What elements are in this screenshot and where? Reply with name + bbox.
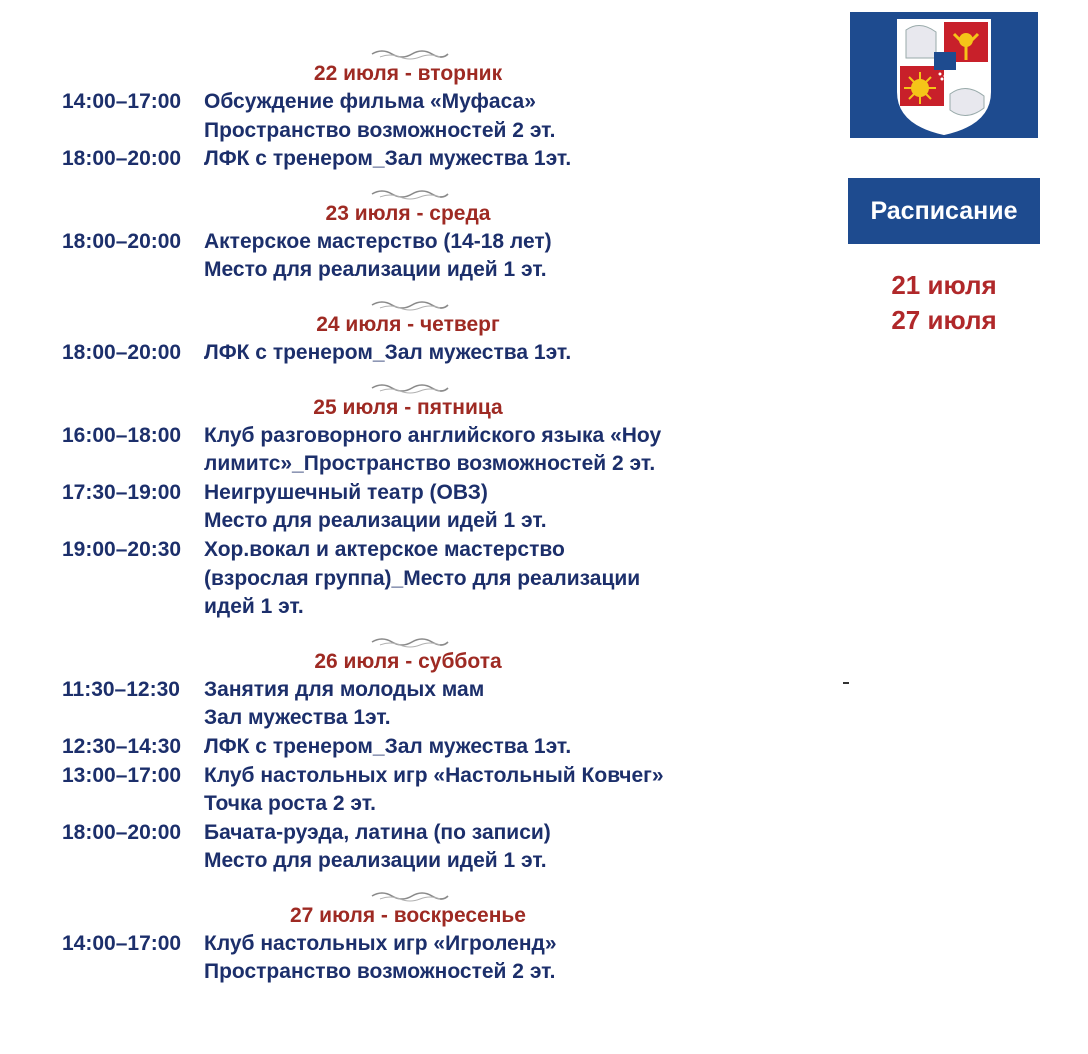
date-from: 21 июля [891,270,997,300]
wave-divider-icon [370,634,450,648]
event-row [62,762,782,819]
event-row [62,676,782,733]
date-range [848,268,1040,338]
event-time: 18:00–20:00 [62,340,182,364]
wave-divider-icon [370,888,450,902]
event-row [62,422,782,479]
wave-divider-icon [370,46,450,60]
event-desc: Клуб разговорного английского языка «Ноу лимитс»_Пространство возможностей 2 эт. [204,423,662,476]
day-block [62,46,782,174]
date-to: 27 июля [891,305,997,335]
event-time: 18:00–20:00 [62,820,182,844]
day-block [62,186,782,285]
event-desc: ЛФК с тренером_Зал мужества 1эт. [204,734,572,758]
event-time: 11:30–12:30 [62,677,180,701]
event-time: 19:00–20:30 [62,537,182,561]
day-title: 27 июля - воскресенье [289,903,526,927]
event-row [62,145,782,174]
day-title: 23 июля - среда [325,201,491,225]
day-block [62,380,782,622]
event-desc: Клуб настольных игр «Игроленд» Пространство возможностей 2 эт. [204,931,557,984]
event-time: 18:00–20:00 [62,229,182,253]
day-title: 22 июля - вторник [313,62,503,85]
wave-divider-icon [370,297,450,311]
event-time: 13:00–17:00 [62,763,182,787]
day-block [62,297,782,368]
day-title: 24 июля - четверг [316,312,500,336]
event-row [62,536,782,622]
wave-divider-icon [370,380,450,394]
day-title: 25 июля - пятница [313,395,503,419]
day-title: 26 июля - суббота [314,649,502,673]
event-row [62,228,782,285]
event-desc: Неигрушечный театр (ОВЗ) Место для реализации идей 1 эт. [204,480,547,533]
event-desc: ЛФК с тренером_Зал мужества 1эт. [204,340,572,364]
event-row [62,733,782,762]
event-desc: Бачата-руэда, латина (по записи) Место для реализации идей 1 эт. [204,820,551,873]
event-desc: Обсуждение фильма «Муфаса» Пространство возможностей 2 эт. [204,90,556,142]
schedule-title [848,178,1040,244]
wave-divider-icon [370,186,450,200]
event-time: 18:00–20:00 [62,147,182,171]
event-desc: Хор.вокал и актерское мастерство (взрослая группа)_Место для реализации идей 1 эт. [204,537,641,619]
day-block [62,634,782,876]
event-time: 12:30–14:30 [62,734,182,758]
schedule-list [62,46,782,987]
schedule-title-text: Расписание [870,196,1018,225]
event-time: 16:00–18:00 [62,423,182,447]
event-time: 17:30–19:00 [62,480,182,504]
event-row [62,88,782,145]
event-row [62,930,782,987]
event-desc: Актерское мастерство (14-18 лет) Место для реализации идей 1 эт. [204,229,552,282]
event-row [62,479,782,536]
event-desc: Клуб настольных игр «Настольный Ковчег» Точка роста 2 эт. [204,763,664,816]
event-desc: Занятия для молодых мам Зал мужества 1эт. [204,677,485,730]
stray-mark [843,682,849,684]
event-row [62,339,782,368]
event-time: 14:00–17:00 [62,90,182,113]
event-time: 14:00–17:00 [62,931,182,955]
event-desc: ЛФК с тренером_Зал мужества 1эт. [204,147,572,171]
city-emblem [850,12,1038,138]
event-row [62,819,782,876]
day-block [62,888,782,987]
